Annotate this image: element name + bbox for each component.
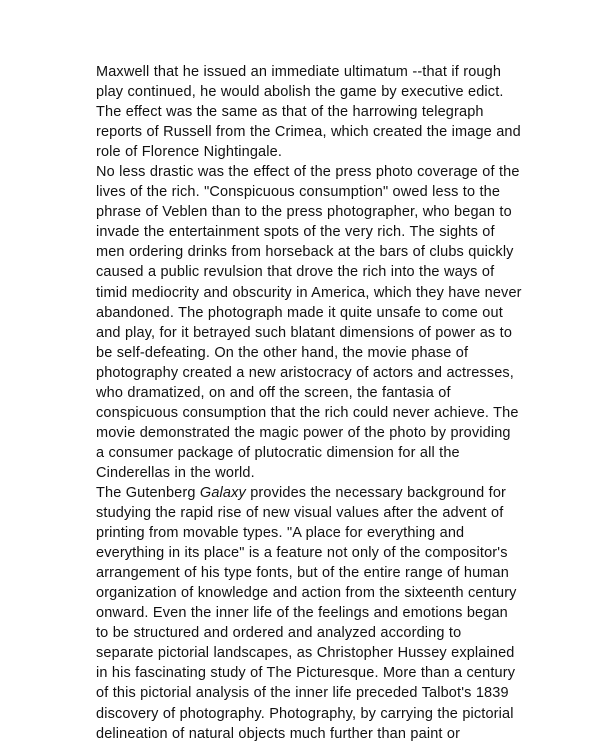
paragraph-3-trail: provides the necessary background for studying the rapid rise of new visual values after the advent of printing from movable types. "A place for everything and everything in its place" is a feature not only of the compositor's arrangement of his type fonts, but of the entire range of human organization of knowledge and action from the sixteenth century onward. Even the inner life of the feelings and emotions began to be structured and ordered and analyzed according to separate pictorial landscapes, as Christopher Hussey explained in his fascinating study of The Picturesque. More than a century of this pictorial analysis of the inner life preceded Talbot's 1839 discovery of photography. Photography, by carrying the pictorial delineation of natural objects much further than paint or [96,484,517,742]
paragraph-2: No less drastic was the effect of the press photo coverage of the lives of the rich. "Conspicuous consumption" owed less to the phrase of Veblen than to the press photographer, who began to invade the entertainment spots of the very rich. The sights of men ordering drinks from horseback at the bars of clubs quickly caused a public revulsion that drove the rich into the ways of timid mediocrity and obscurity in America, which they have never abandoned. The photograph made it quite unsafe to come out and play, for it betrayed such blatant dimensions of power as to be self-defeating. On the other hand, the movie phase of photography created a new aristocracy of actors and actresses, who dramatized, on and off the screen, the fantasia of conspicuous consumption that the rich could never achieve. The movie demonstrated the magic power of the photo by providing a consumer package of plutocratic dimension for all the Cinderellas in the world. [96,164,522,481]
book-title-galaxy: Galaxy [199,484,246,501]
paragraph-3 [96,483,523,744]
body-text-column [96,62,523,744]
paragraph-1: Maxwell that he issued an immediate ultimatum --that if rough play continued, he would abolish the game by executive edict. The effect was the same as that of the harrowing telegraph reports of Russell from the Crimea, which created the image and role of Florence Nightingale. [96,64,521,161]
paragraph-3-lead: The Gutenberg [96,484,200,501]
